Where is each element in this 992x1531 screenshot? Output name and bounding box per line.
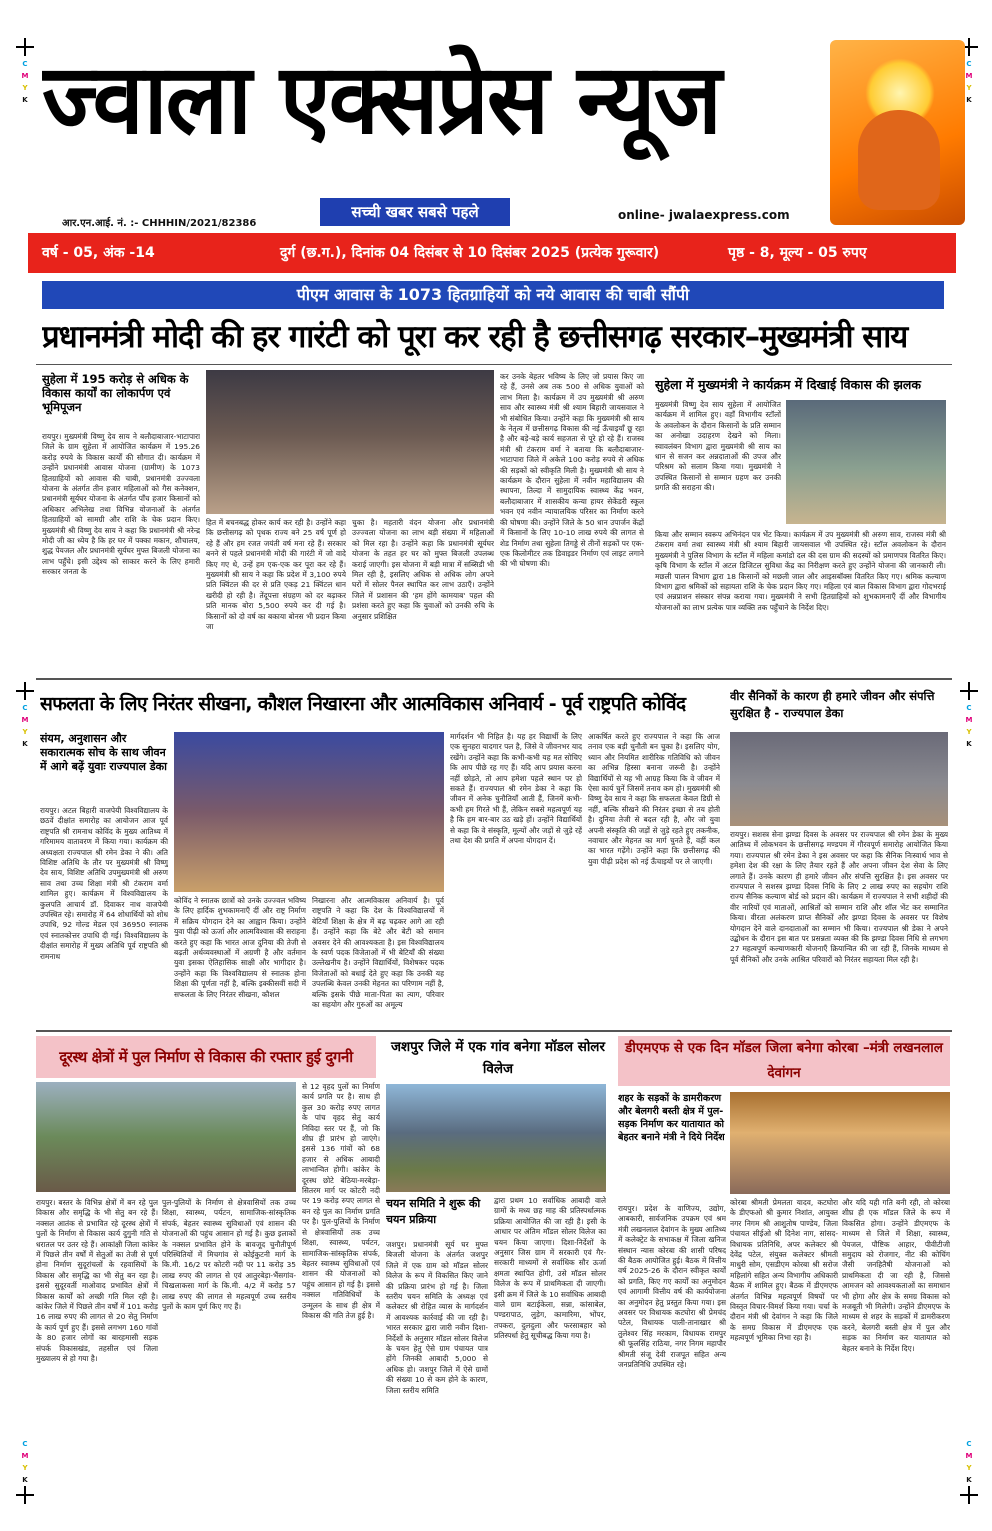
- issue-bar: [28, 233, 956, 273]
- rni-number: आर.एन.आई. नं. :- CHHHIN/2021/82386: [62, 218, 257, 229]
- issue-price: पृष्ठ - 8, मूल्य - 05 रुपए: [728, 245, 867, 261]
- story2-photo: [786, 400, 946, 524]
- cmyk-strip: C M Y K: [21, 60, 29, 104]
- story2-body: किया और सम्मान स्वरूप अभिनंदन पत्र भेंट किया। कार्यक्रम में उप मुख्यमंत्री श्री अरुण साव, राजस्व मंत्री श्री टंकराम वर्मा तथा स्वास्थ्य मंत्री श्री श्याम बिहारी जायसवाल भी उपस्थित रहे। स्टॉल अवलोकन के दौरान मुख्यमंत्री ने पुलिस विभाग के स्टॉल में महिला कमांडो दल की दस ग्राम की सदस्यों को प्रमाणपत्र वितरित किए। कृषि विभाग के स्टॉल में अटल डिजिटल सुविधा केंद्र का निरीक्षण करते हुए उन्होंने योजना की जानकारी ली। मछली पालन विभाग द्वारा 18 किसानों को मछली जाल और आइसबॉक्स वितरित किए गए। श्रमिक कल्याण विभाग द्वारा श्रमिकों को सहायता राशि के चेक प्रदान किए गए। महिला एवं बाल विकास विभाग द्वारा गोदभराई एवं अन्नप्राशन संस्कार संपन्न कराया गया। मुख्यमंत्री ने सभी हितग्राहियों को शुभकामनाएँ दीं और विभागीय योजनाओं का लाभ प्रत्येक पात्र व्यक्ति तक पहुँचाने के निर्देश दिए।: [655, 530, 946, 612]
- story3-col1: रायपुर। अटल बिहारी वाजपेयी विश्वविद्यालय के छठवें दीक्षांत समारोह का आयोजन आज पूर्व राष्ट्रपति श्री रामनाथ कोविंद के मुख्य आतिथ्य में गरिमामय वातावरण में किया गया। कार्यक्रम की अध्यक्षता राज्यपाल श्री रमेन डेका ने की। अति विशिष्ट अतिथि के तौर पर मुख्यमंत्री श्री विष्णु देव साय, विशिष्ट अतिथि उपमुख्यमंत्री श्री अरुण साव तथा उच्च शिक्षा मंत्री श्री टंकराम वर्मा शामिल हुए। कार्यक्रम में विश्वविद्यालय के कुलपति आचार्य डॉ. दिवाकर नाथ वाजपेयी उपस्थित रहे। समारोह में 64 शोधार्थियों को शोध उपाधि, 92 गोल्ड मेडल एवं 36950 स्नातक एवं स्नातकोत्तर उपाधि दी गई। विश्वविद्यालय के दीक्षांत समारोह में मुख्य अतिथि पूर्व राष्ट्रपति श्री रामनाथ: [40, 806, 168, 961]
- crop-mark: [960, 682, 978, 700]
- website-url: online- jwalaexpress.com: [618, 208, 790, 222]
- story6-col1: जशपुर। प्रधानमंत्री सूर्य घर मुफ्त बिजली योजना के अंतर्गत जशपुर जिले में एक ग्राम को मॉडल सोलर विलेज के रूप में विकसित किए जाने की प्रक्रिया प्रारंभ हो गई है। जिला स्तरीय चयन समिति के अध्यक्ष एवं कलेक्टर श्री रोहित व्यास के मार्गदर्शन में आवश्यक कार्रवाई की जा रही है। भारत सरकार द्वारा जारी नवीन दिशा-निर्देशों के अनुसार मॉडल सोलर विलेज के चयन हेतु ऐसे ग्राम पंचायत पात्र होंगे जिनकी आबादी 5,000 से अधिक हो। जशपुर जिले में ऐसे ग्रामों की संख्या 10 से कम होने के कारण, जिला स्तरीय समिति: [386, 1240, 488, 1395]
- story7-col1: रायपुर। प्रदेश के वाणिज्य, उद्योग, आबकारी, सार्वजनिक उपक्रम एवं श्रम मंत्री लखनलाल देवांगन के मुख्य आतिथ्य में कलेक्ट्रेट के सभाकक्ष में जिला खनिज संस्थान न्यास कोरबा की शासी परिषद की बैठक आयोजित हुई। बैठक में वित्तीय वर्ष 2025-26 के दौरान स्वीकृत कार्यों को प्रगति, किए गए कार्यों का अनुमोदन एवं आगामी वित्तीय वर्ष की कार्ययोजना का अनुमोदन हेतु प्रस्तुत किया गया। इस अवसर पर विधायक कटघोरा श्री प्रेमचंद पटेल, विधायक पाली-तानाखार श्री तुलेश्वर सिंह मरकाम, विधायक रामपुर श्री फूलसिंह राठिया, नगर निगम महापौर श्रीमती संजू देवी राजपूत सहित अन्य जनप्रतिनिधि उपस्थित रहे।: [618, 1204, 726, 1370]
- story4-headline: वीर सैनिकों के कारण ही हमारे जीवन और संपत्ति सुरक्षित है - राज्यपाल डेका: [730, 689, 935, 720]
- crop-mark: [16, 682, 34, 700]
- story3-subhead: संयम, अनुशासन और सकारात्मक सोच के साथ जीवन में आगे बढ़ें युवाः राज्यपाल डेका: [40, 732, 167, 773]
- cmyk-strip: C M Y K: [965, 60, 973, 104]
- story3-col5: आकर्षित करते हुए राज्यपाल ने कहा कि आज तनाव एक बड़ी चुनौती बन चुका है। इसलिए योग, ध्यान और नियमित शारीरिक गतिविधि को जीवन का अभिन्न हिस्सा बनाना जरूरी है। उन्होंने विद्यार्थियों से यह भी आग्रह किया कि वे जीवन में ऐसा कार्य चुनें जिसमें तनाव कम हो। मुख्यमंत्री श्री विष्णु देव साय ने कहा कि सफलता केवल डिग्री से नहीं, बल्कि सीखने की निरंतर इच्छा से तय होती है। दुनिया तेजी से बदल रही है, और जो युवा अपनी संस्कृति की जड़ों से जुड़े रहते हुए तकनीक, नवाचार और मेहनत का मार्ग चुनते हैं, वहीं कल का भारत गढ़ेंगे। उन्होंने कहा कि छत्तीसगढ़ की युवा पीढ़ी प्रदेश को नई ऊँचाइयों पर ले जाएगी।: [588, 732, 720, 866]
- story4-body: रायपुर। सशस्त्र सेना झण्डा दिवस के अवसर पर राज्यपाल श्री रमेन डेका के मुख्य आतिथ्य में लोकभवन के छत्तीसगढ़ मण्डपम में गौरवपूर्ण समारोह आयोजित किया गया। राज्यपाल श्री रमेन डेका ने इस अवसर पर कहा कि सैनिक निःस्वार्थ भाव से हमेशा देश की रक्षा के लिए तैयार रहते हैं और अपना जीवन देश सेवा के लिए लगाते हैं। उनके कारण ही हमारे जीवन और संपत्ति सुरक्षित है। इस अवसर पर राज्यपाल ने सशस्त्र झण्डा दिवस निधि के लिए 2 लाख रुपए का सहयोग राशि राज्य सैनिक कल्याण बोर्ड को प्रदान की। कार्यक्रम में राज्यपाल ने सभी शहीदों की वीर नारियों एवं माताओं, आश्रितों को सम्मान राशि और शॉल भेंट कर सम्मानित किया। वीरता अलंकरण प्राप्त सैनिकों और झण्डा दिवस के अवसर पर विशेष योगदान देने वाले दानदाताओं का सम्मान भी किया। राज्यपाल श्री डेका ने अपने उद्बोधन के दौरान इस बात पर प्रसन्नता व्यक्त की कि झण्डा दिवस निधि से लगभग 27 महत्वपूर्ण कल्याणकारी योजनाएँ क्रियान्वित की जा रही हैं, जिनके माध्यम से पूर्व सैनिकों और उनके आश्रित परिवारों को निरंतर सहायता मिल रही है।: [730, 830, 948, 964]
- cmyk-strip: C M Y K: [21, 1440, 29, 1484]
- story7-photo: [730, 1092, 950, 1194]
- story3-photo: [174, 732, 444, 892]
- cmyk-strip: C M Y K: [965, 704, 973, 748]
- story1-col3: चुका है। महतारी वंदन योजना और प्रधानमंत्री उज्ज्वला योजना का लाभ बड़ी संख्या में महिलाओं को मिल रहा है। उन्होंने कहा कि प्रधानमंत्री सूर्यघर योजना के तहत हर घर को मुफ्त बिजली उपलब्ध कराई जाएगी। इस योजना में बड़ी मात्रा में सब्सिडी भी मिल रही है, इसलिए अधिक से अधिक लोग अपने घरों में सोलर पैनल स्थापित कर लाभ उठाएँ। उन्होंने जिले में प्रशासन की 'हम होंगे कामयाब' पहल की प्रशंसा करते हुए कहा कि युवाओं को उनकी रुचि के अनुसार प्रशिक्षित: [352, 518, 494, 621]
- story3-headline: सफलता के लिए निरंतर सीखना, कौशल निखारना और आत्मविकास अनिवार्य - पूर्व राष्ट्रपति कोविंद: [40, 693, 686, 715]
- story7-col3: और यदि यही गति बनी रही, तो कोरबा शीघ्र ही एक मॉडल जिले के रूप में विकसित होगा। उन्होंने डीएमएफ के माध्यम से जिले में शिक्षा, स्वास्थ्य, पेयजल, पौष्टिक आहार, पीवीटीजी समुदाय को रोजगार, नीट की कोचिंग जैसी जनहितैषी योजनाओं को प्राथमिकता दी जा रही है, जिससे आमजन को आवश्यकताओं का समाधान भी होगा और क्षेत्र के समग्र विकास को मजबूती भी मिलेगी। उन्होंने डीएमएफ के माध्यम से शहर के सड़कों में डामरीकरण करने, बेलगरी बस्ती क्षेत्र में पुल और सड़क का निर्माण कर यातायात को बेहतर बनाने के निर्देश दिए।: [842, 1198, 950, 1353]
- story2-headline: सुहेला में मुख्यमंत्री ने कार्यक्रम में दिखाई विकास की झलक: [655, 377, 921, 392]
- story5-headline: दूरस्थ क्षेत्रों में पुल निर्माण से विकास की रफ्तार हुई दुगनी: [36, 1036, 376, 1078]
- story6-photo: [386, 1084, 606, 1192]
- story1-photo: [206, 370, 494, 514]
- story6-col2: द्वारा प्रथम 10 सर्वाधिक आबादी वाले ग्रामों के मध्य छह माह की प्रतिस्पर्धात्मक प्रक्रिया आयोजित की जा रही है। इसी के आधार पर अंतिम मॉडल सोलर विलेज का चयन किया जाएगा। दिशा-निर्देशों के अनुसार जिस ग्राम में सरकारी एवं गैर-सरकारी माध्यमों से सर्वाधिक सौर ऊर्जा क्षमता स्थापित होगी, उसे मॉडल सोलर विलेज के रूप में प्राथमिकता दी जाएगी। इसी क्रम में जिले के 10 सर्वाधिक आबादी वाले ग्राम बटाईकेला, सन्ना, कांसाबेल, पण्डरापाठ, लुड़ेग, कामारिमा, भोंपर, तपकरा, दुलदुला और फरसाबहार को प्रतिस्पर्धा हेतु सूचीबद्ध किया गया है।: [494, 1196, 606, 1341]
- story1-headline: प्रधानमंत्री मोदी की हर गारंटी को पूरा कर रही है छत्तीसगढ़ सरकार–मुख्यमंत्री साय: [42, 319, 908, 355]
- divider: [36, 364, 952, 365]
- story1-col2: हित में बचनबद्ध होकर कार्य कर रही है। उन्होंने कहा कि छत्तीसगढ़ को पृथक राज्य बने 25 वर्ष पूर्ण हो रहे हैं और हम रजत जयंती वर्ष मना रहे हैं। सरकार बनने से पहले प्रधानमंत्री मोदी की गारंटी में जो वादे किए गए थे, उन्हें हम एक-एक कर पूरा कर रहे हैं। मुख्यमंत्री श्री साय ने कहा कि प्रदेश में 3,100 रुपये प्रति क्विंटल की दर से प्रति एकड़ 21 क्विंटल धान खरीदी हो रही है। तेंदूपत्ता संग्रहण को दर बढ़ाकर प्रति मानक बोरा 5,500 रुपये कर दी गई है। किसानों को दो वर्ष का बकाया बोनस भी प्रदान किया जा: [206, 518, 346, 632]
- story4-photo: [730, 732, 948, 826]
- story7-headline: डीएमएफ से एक दिन मॉडल जिला बनेगा कोरबा –मंत्री लखनलाल देवांगन: [618, 1036, 950, 1086]
- story3-col3: निखारना और आत्मविकास अनिवार्य है। पूर्व राष्ट्रपति ने कहा कि देश के विश्वविद्यालयों में बेटियाँ शिक्षा के क्षेत्र में बढ़ चढ़कर आगे आ रही हैं। उन्होंने कहा कि बेटे और बेटी को समान अवसर देने की आवश्यकता है। इस विश्वविद्यालय के स्वर्ण पदक विजेताओं में भी बेटियाँ की संख्या उल्लेखनीय है। उन्होंने विद्यार्थियों, विशेषकर पदक विजेताओं को बधाई देते हुए कहा कि उनकी यह उपलब्धि केवल उनकी मेहनत का परिणाम नहीं है, बल्कि इसके पीछे माता-पिता का त्याग, परिवार का सहयोग और गुरुओं का अमूल्य: [312, 896, 444, 1010]
- ganesh-image: [830, 40, 965, 225]
- divider: [36, 678, 952, 680]
- crop-mark: [960, 1486, 978, 1504]
- story5-col2: से 12 वृहद पुलों का निर्माण कार्य प्रगति पर है। साथ ही कुल 30 करोड़ रुपए लागत के पांच वृहद सेतु कार्य निविदा स्तर पर हैं, जो कि शीघ्र ही प्रारंभ हो जाएंगे। इससे 136 गांवों को 68 हजार से अधिक आबादी लाभान्वित होगी। कांकेर के दूरस्थ छोटे बेठिया-मरबेड़ा-सितरम मार्ग पर कोटरी नदी पर 19 करोड़ रुपए लागत से बन रहे पुल का निर्माण प्रगति पर है। पुल-पुलियों के निर्माण से क्षेत्रवासियों तक उच्च शिक्षा, स्वास्थ्य, पर्यटन, सामाजिक-सांस्कृतिक संपर्क, बेहतर स्वास्थ्य सुविधाओं एवं शासन की योजनाओं को पहुंच आसान हो गई है। इससे नक्सल गतिविधियों के उन्मूलन के साथ ही क्षेत्र में विकास की गति तेज हुई है।: [302, 1082, 380, 1320]
- story5-col3: पुल-पुलियों के निर्माण से क्षेत्रवासियों तक उच्च शिक्षा, स्वास्थ्य, पर्यटन, सामाजिक-सांस्कृतिक संपर्क, बेहतर स्वास्थ्य सुविधाओं एवं शासन की योजनाओं की पहुंच आसान हो गई है। कुछ इलाकों के नक्सल प्रभावित होने के बावजूद चुनौतीपूर्ण परिस्थितियों में मिचगांव से कोईकुटनी मार्ग के कि.मी. 16/2 पर कोटरी नदी पर 11 करोड़ 35 लाख रुपए की लागत से एवं आतुरबेड़ा-भैंसगांव-चिखलाकसा मार्ग के कि.मी. 4/2 में करोड़ 57 लाख रुपए की लागत से महत्वपूर्ण उच्च स्तरीय पुलों के काम पूर्ण किए गए हैं।: [162, 1198, 296, 1312]
- story1-col4: कर उनके बेहतर भविष्य के लिए जो प्रयास किए जा रहे हैं, उनसे अब तक 500 से अधिक युवाओं को लाभ मिला है। कार्यक्रम में उप मुख्यमंत्री श्री अरुण साव और स्वास्थ्य मंत्री श्री श्याम बिहारी जायसवाल ने भी संबोधित किया। उन्होंने कहा कि मुख्यमंत्री श्री साय के नेतृत्व में छत्तीसगढ़ विकास की नई ऊँचाइयाँ छू रहा है और बड़े-बड़े कार्य सहजता से पूरे हो रहे हैं। राजस्व मंत्री श्री टंकराम वर्मा ने बताया कि बलौदाबाजार-भाटापारा जिले में अकेले 100 करोड़ रुपये से अधिक की सड़कों को स्वीकृति मिली है। मुख्यमंत्री श्री साय ने कार्यक्रम के दौरान सुहेला में नवीन महाविद्यालय की स्थापना, तिल्दा में सामुदायिक स्वास्थ्य केंद्र भवन, बलौदाबाजार में शासकीय कन्या हायर सेकेंडरी स्कूल भवन एवं नवीन न्यायालयिक परिसर का निर्माण करने की घोषणा की। उन्होंने जिले के 50 धान उपार्जन केंद्रों में किसानों के लिए 10-10 लाख रुपये की लागत से शेड निर्माण तथा सुहेला तिगड्डे से तीनों सड़कों पर एक-एक किलोमीटर तक डिवाइडर निर्माण एवं लाइट लगाने की भी घोषणा की।: [500, 372, 644, 569]
- crop-mark: [16, 1486, 34, 1504]
- masthead-title: ज्वाला एक्सप्रेस न्यूज: [42, 43, 720, 156]
- story1-kicker: पीएम आवास के 1073 हितग्राहियों को नये आवास की चाबी सौंपी: [42, 281, 944, 309]
- story6-headline: जशपुर जिले में एक गांव बनेगा मॉडल सोलर विलेज: [390, 1039, 605, 1077]
- story6-caption: चयन समिति ने शुरू की चयन प्रक्रिया: [386, 1197, 481, 1226]
- story5-col1: रायपुर। बस्तर के विभिन्न क्षेत्रों में बन रहे पुल विकास और समृद्धि के भी सेतु बन रहे हैं। नक्सल आतंक से प्रभावित रहे दूरस्थ क्षेत्रों में पुलों के निर्माण से विकास कार्य दुगुनी गति से धरातल पर उतर रहे हैं। आकांक्षी जिला कांकेर में पिछले तीन वर्षों में सेतुओं का तेजी से पूर्ण होना निर्माण सुदूरांचलों के रहवासियों के विकास और समृद्धि का भी सेतु बन रहा है। इससे सुदूरवर्ती माओवाद प्रभावित क्षेत्रों में विकास कार्यों को अच्छी गति मिल रही है। कांकेर जिले में पिछले तीन वर्षों में 101 करोड़ 16 लाख रुपए की लागत से 20 सेतु निर्माण के कार्य पूर्ण हुए हैं। इससे लगभग 160 गांवों के 80 हजार लोगों का बारहमासी सड़क संपर्क विकासखंड, तहसील एवं जिला मुख्यालय से हो गया है।: [36, 1198, 158, 1364]
- story3-col2: कोविंद ने स्नातक छात्रों को उनके उज्ज्वल भविष्य के लिए हार्दिक शुभकामनाएँ दीं और राष्ट्र निर्माण में सक्रिय योगदान देने का आह्वान किया। उन्होंने युवा पीढ़ी को ऊर्जा और आत्मविश्वास की सराहना करते हुए कहा कि भारत आज दुनिया की तेजी से बढ़ती अर्थव्यवस्थाओं में अग्रणी है और वर्तमान युवा इसका ऐतिहासिक साक्षी और भागीदार है। उन्होंने कहा कि विश्वविद्यालय से स्नातक होना शिक्षा की पूर्णता नहीं है, बल्कि इक्कीसवीं सदी में सफलता के लिए निरंतर सीखना, कौशल: [174, 896, 306, 999]
- story5-photo: [36, 1082, 296, 1192]
- story3-col4: मार्गदर्शन भी निहित है। यह हर विद्यार्थी के लिए एक सुनहरा यादगार पल है, जिसे वे जीवनभर याद रखेंगे। उन्होंने कहा कि कभी-कभी यह मत सोचिए कि आप पीछे रह गए हैं। यदि आप प्रयास करना नहीं छोड़ते, तो आप हमेशा पहले स्थान पर हो सकते हैं। राज्यपाल श्री रमेन डेका ने कहा कि जीवन में अनेक चुनौतियाँ आती हैं, जिनमें कभी-कभी हम गिरते भी हैं, लेकिन सबसे महत्वपूर्ण यह है कि हम बार-बार उठ खड़े हों। उन्होंने विद्यार्थियों से कहा कि वे संस्कृति, मूल्यों और जड़ों से जुड़े रहें तथा देश की प्रगति में अपना योगदान दें।: [450, 732, 582, 846]
- slogan-badge: सच्ची खबर सबसे पहले: [320, 198, 510, 226]
- cmyk-strip: C M Y K: [21, 704, 29, 748]
- story1-subhead: सुहेला में 195 करोड़ से अधिक के विकास कार्यों का लोकार्पण एवं भूमिपूजन: [42, 372, 189, 414]
- issue-dateline: दुर्ग (छ.ग.), दिनांक 04 दिसंबर से 10 दिसंबर 2025 (प्रत्येक गुरूवार): [280, 245, 660, 261]
- cmyk-strip: C M Y K: [965, 1440, 973, 1484]
- issue-volume: वर्ष - 05, अंक -14: [42, 245, 155, 261]
- crop-mark: [16, 38, 34, 56]
- story7-col2: कोरबा श्रीमती प्रेमलता यादव, कटघोरा के डीएफओ श्री कुमार निशांत, आयुक्त नगर निगम श्री आशुतोष पाण्डेय, जिला पंचायत सीईओ श्री दिनेश नाग, सांसद-विधायक प्रतिनिधि, अपर कलेक्टर श्री देवेंद्र पटेल, संयुक्त कलेक्टर श्रीमती माधुरी सोम, एसडीएम कोरबा श्री सरोज महिलांगे सहित अन्य विभागीय अधिकारी बैठक में शामिल हुए। बैठक में डीएमएफ अंतर्गत विभिन्न महत्वपूर्ण विषयों पर विस्तृत विचार-विमर्श किया गया। चर्चा के दौरान मंत्री श्री देवांगन ने कहा कि जिले के समग्र विकास में डीएमएफ एक महत्वपूर्ण भूमिका निभा रहा है।: [730, 1198, 838, 1343]
- story1-col1: रायपुर। मुख्यमंत्री विष्णु देव साय ने बलौदाबाजार-भाटापारा जिले के ग्राम सुहेला में आयोजित कार्यक्रम में 195.26 करोड़ रुपये के विकास कार्यों की सौगात दी। कार्यक्रम में उन्होंने प्रधानमंत्री आवास योजना (ग्रामीण) के 1073 हितग्राहियों को आवास की चाबी, प्रधानमंत्री उज्ज्वला योजना के अंतर्गत तीन हजार महिलाओं को गैस कनेक्शन, प्रधानमंत्री सूर्यघर योजना के अंतर्गत पाँच हजार किसानों को अधिकार अभिलेख तथा विभिन्न योजनाओं के अंतर्गत हितग्राहियों को सामग्री और राशि के चेक प्रदान किए। मुख्यमंत्री श्री विष्णु देव साय ने कहा कि प्रधानमंत्री श्री नरेन्द्र मोदी जी का ध्येय है कि हर घर में पक्का मकान, शौचालय, शुद्ध पेयजल और प्रधानमंत्री सूर्यघर मुफ्त बिजली योजना का लाभ पहुँचे। इसी उद्देश्य को साकार करने के लिए हमारी सरकार जनता के: [42, 432, 200, 577]
- story7-subhead: शहर के सड़कों के डामरीकरण और बेलगरी बस्ती क्षेत्र में पुल-सड़क निर्माण कर यातायात को बेहतर बनाने मंत्री ने दिये निर्देश: [618, 1093, 725, 1143]
- story2-intro: मुख्यमंत्री विष्णु देव साय सुहेला में आयोजित कार्यक्रम में शामिल हुए। वहाँ विभागीय स्टॉलों के अवलोकन के दौरान किसानों के प्रति सम्मान का अनोखा उदाहरण देखने को मिला। स्वावलंबन विभाग द्वारा मुख्यमंत्री श्री साय का धान से सजन कर अन्नदाताओं की उपज और परिश्रम को सलाम किया गया। मुख्यमंत्री ने उपस्थित किसानों से सम्मान ग्रहण कर उनकी प्रगति की सराहना की।: [655, 400, 781, 493]
- divider: [36, 1030, 952, 1032]
